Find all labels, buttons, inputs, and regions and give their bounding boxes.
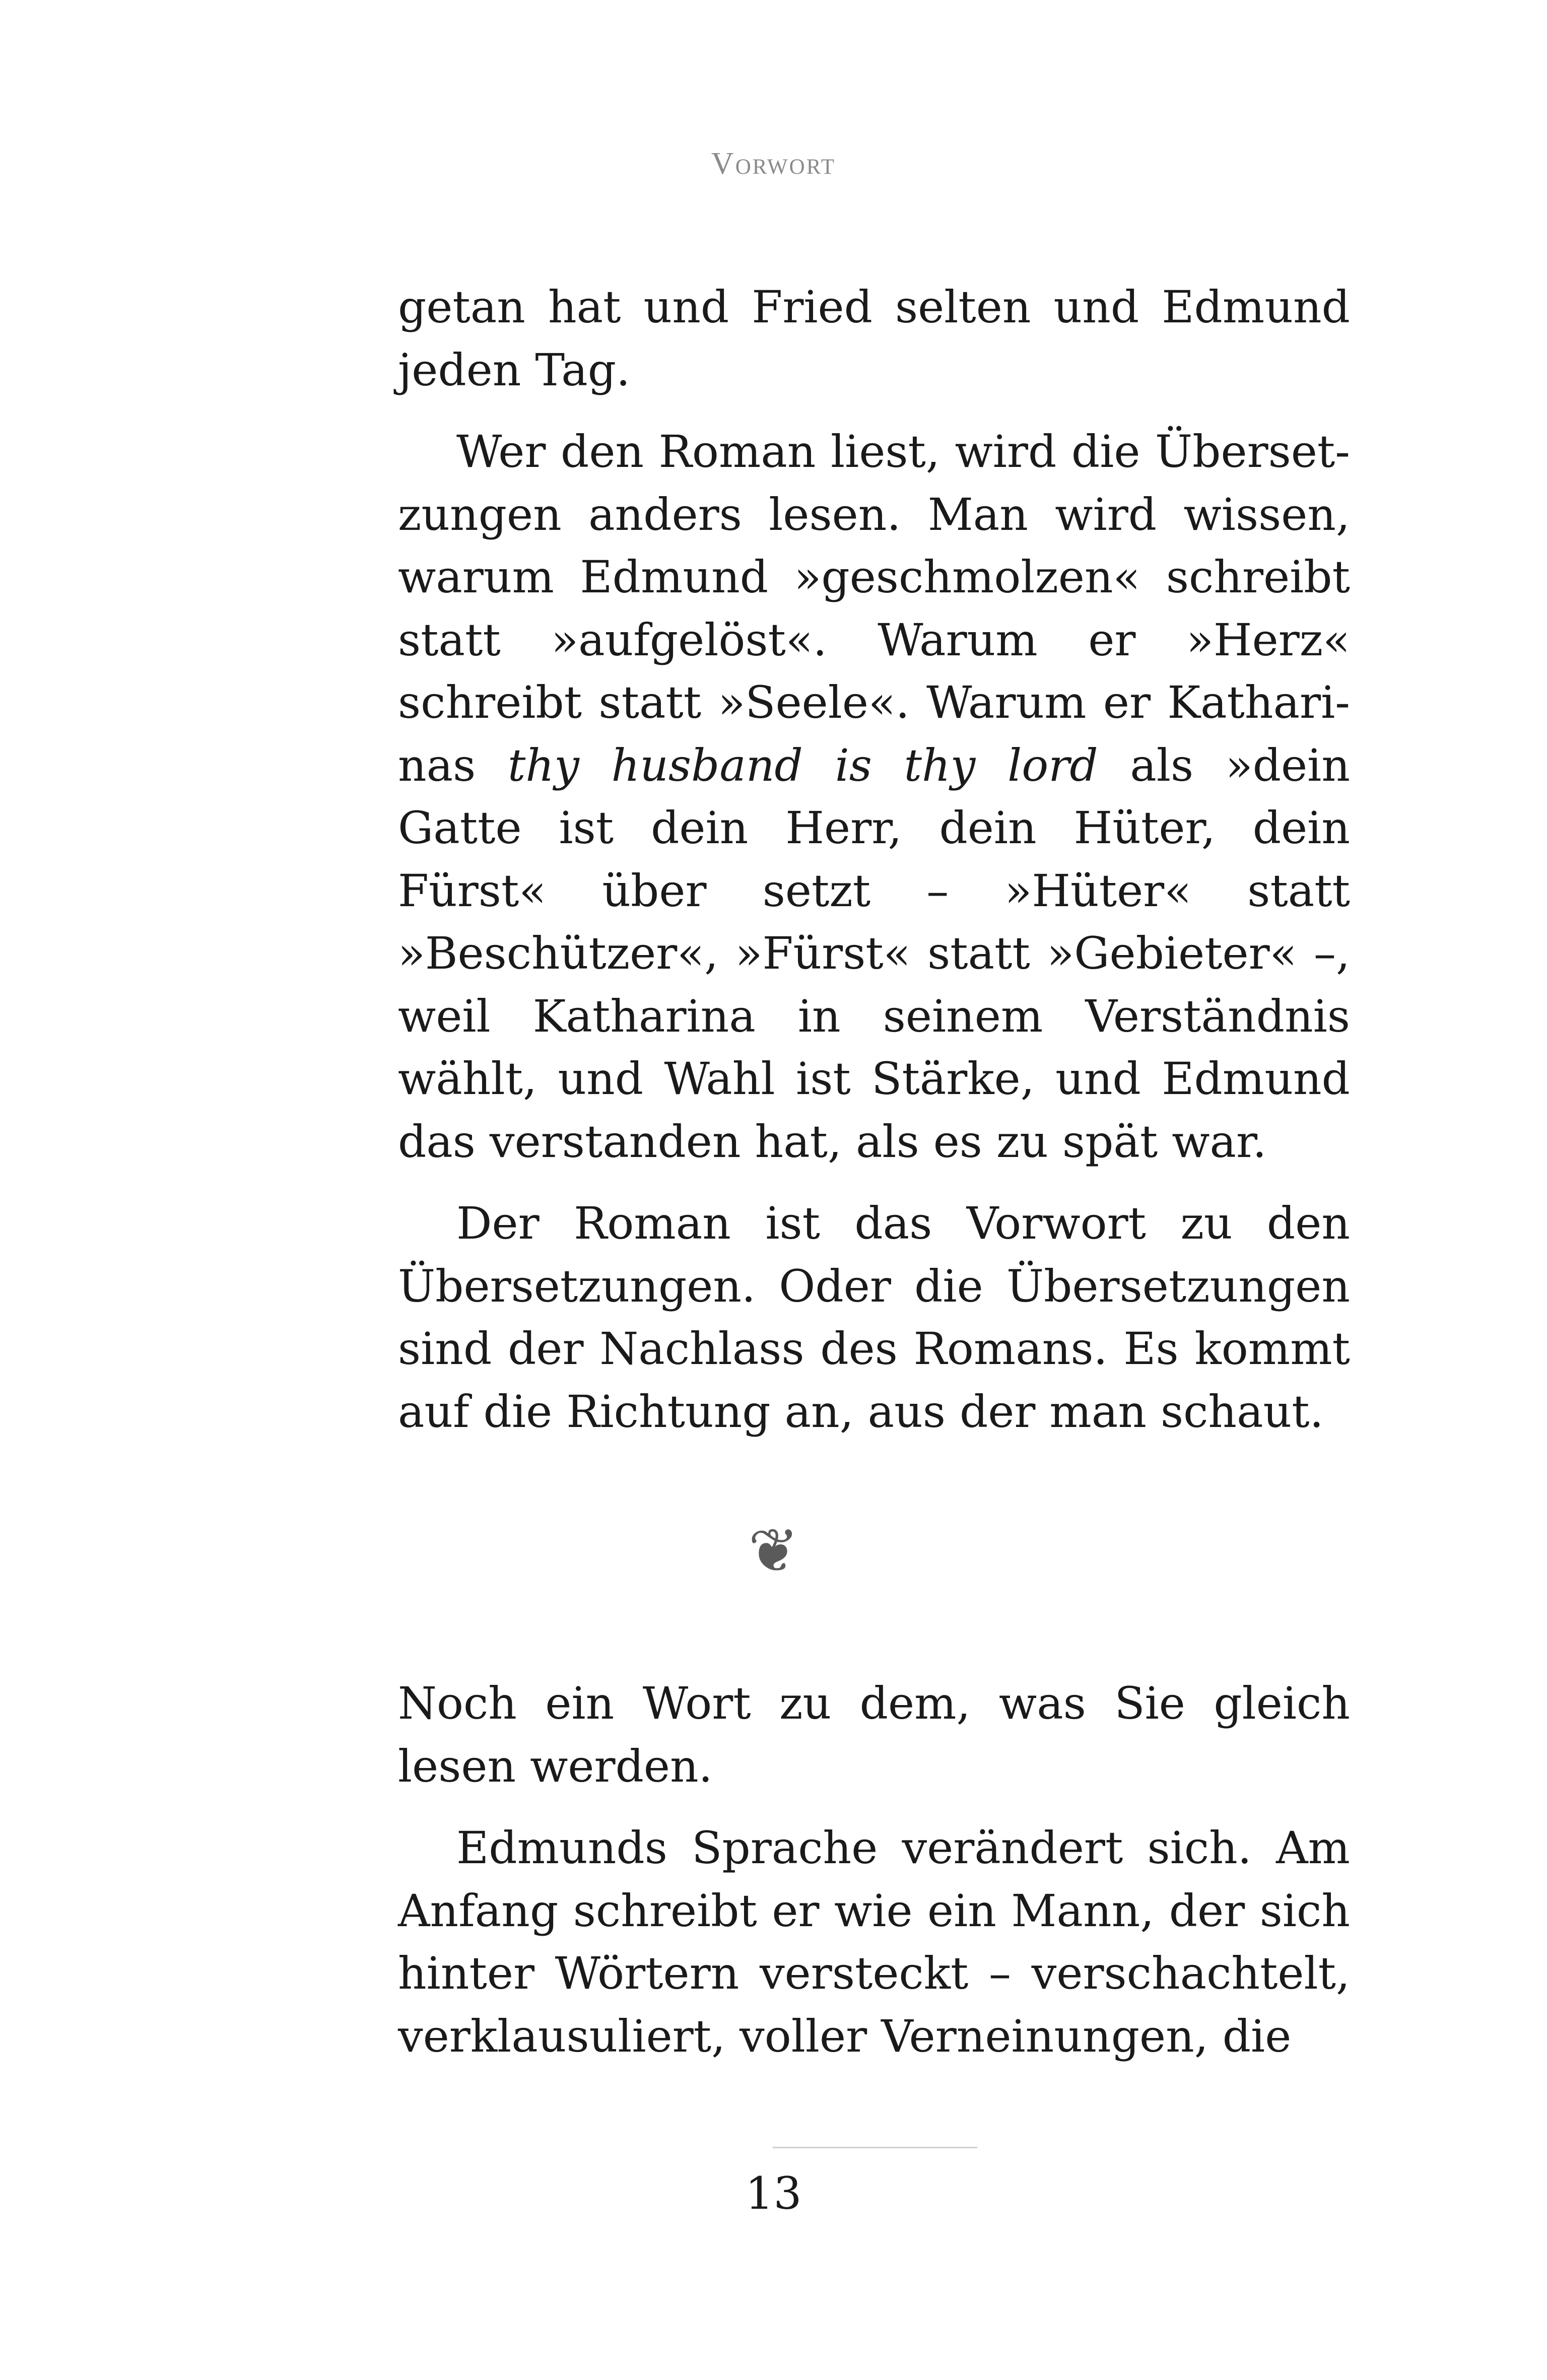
- text-run: als »dein Gatte ist dein Herr, dein Hüter, dein Fürst« über setzt – »Hüter« statt »Beschützer«, »Fürst« statt »Gebieter« –, weil Katharina in seinem Verständnis wählt, und Wahl ist Stärke, und Edmund das verstanden hat, als es zu spät war.: [398, 739, 1350, 1168]
- fleuron-ornament: ❦: [748, 1516, 799, 1586]
- running-head: Vorwort: [711, 147, 836, 181]
- body-text-section-1: [398, 276, 1350, 1443]
- text-run: Noch ein Wort zu dem, was Sie gleich lesen werden.: [398, 1677, 1350, 1792]
- text-run: Der Roman ist das Vorwort zu den Übersetzungen. Oder die Übersetzungen sind der Nachlass des Romans. Es kommt auf die Richtung an, aus der man schaut.: [398, 1197, 1350, 1438]
- italic-quote: thy husband is thy lord: [508, 739, 1098, 791]
- text-run: getan hat und Fried selten und Edmund jeden Tag.: [398, 281, 1350, 396]
- page-number: 13: [745, 2167, 802, 2219]
- paragraph: [398, 1192, 1350, 1443]
- paragraph: [398, 1672, 1350, 1798]
- paragraph: [398, 421, 1350, 1173]
- text-run: Wer den Roman liest, wird die Übersetzungen anders lesen. Man wird wissen, warum Edmund »geschmolzen« schreibt statt »aufgelöst«. Warum er »Herz« schreibt statt »Seele«. Warum er Katharinas: [398, 426, 1350, 791]
- text-run: Edmunds Sprache verändert sich. Am Anfang schreibt er wie ein Mann, der sich hinter Wörtern versteckt – verschachtelt, verklausuliert, voller Verneinungen, die: [398, 1822, 1350, 2062]
- body-text-section-2: [398, 1672, 1350, 2068]
- footer-rule: [773, 2147, 977, 2148]
- paragraph: [398, 1817, 1350, 2068]
- paragraph: [398, 276, 1350, 401]
